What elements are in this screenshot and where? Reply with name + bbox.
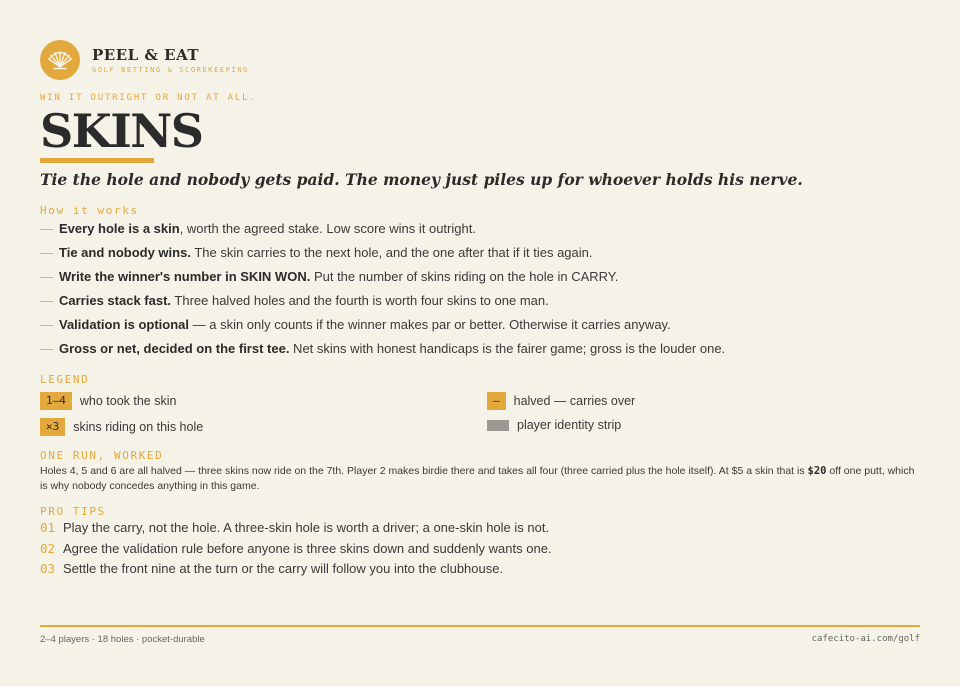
list-item	[40, 245, 920, 269]
dash-bullet: —	[40, 293, 53, 308]
legend-item-halved	[487, 392, 635, 410]
dash-bullet: —	[40, 245, 53, 260]
list-item	[40, 293, 920, 317]
worked-amount: $20	[807, 465, 827, 477]
rule-lead: Every hole is a skin	[59, 221, 180, 236]
dash-bullet: —	[40, 341, 53, 356]
list-item	[40, 561, 552, 582]
kicker: WIN IT OUTRIGHT OR NOT AT ALL.	[40, 93, 257, 103]
legend-heading: LEGEND	[40, 373, 90, 386]
fan-shell-icon	[40, 40, 80, 80]
tip-number: 03	[40, 561, 56, 576]
rule-lead: Gross or net, decided on the first tee.	[59, 341, 290, 356]
footer-meta: 2–4 players · 18 holes · pocket-durable	[40, 634, 205, 645]
rule-lead: Validation is optional	[59, 317, 190, 332]
rule-text: The skin carries to the next hole, and the one after that if it ties again.	[190, 245, 593, 260]
legend-text: who took the skin	[79, 394, 177, 408]
legend-text: skins riding on this hole	[73, 420, 204, 434]
halved-chip: —	[487, 392, 506, 410]
tip-text: Play the carry, not the hole. A three-skin hole is worth a driver; a one-skin hole is not.	[63, 520, 550, 535]
how-it-works-heading: How it works	[40, 204, 139, 217]
winner-chip: 1–4	[40, 392, 72, 410]
rule-lead: Carries stack fast.	[59, 293, 172, 308]
tips-list	[40, 520, 552, 582]
rule-text: Net skins with honest handicaps is the fairer game; gross is the louder one.	[289, 341, 726, 356]
dash-bullet: —	[40, 221, 53, 236]
brand-tagline: GOLF BETTING & SCOREKEEPING	[92, 66, 249, 74]
brand-header	[40, 40, 249, 80]
dash-bullet: —	[40, 269, 53, 284]
legend	[40, 392, 920, 440]
worked-text: off one putt, which is why nobody concedes anything in this game.	[40, 465, 915, 492]
player-strip-swatch	[487, 420, 509, 431]
rule-text: Put the number of skins riding on the hole in CARRY.	[310, 269, 619, 284]
rules-list	[40, 221, 920, 365]
worked-text: Holes 4, 5 and 6 are all halved — three skins now ride on the 7th. Player 2 makes birdie there and takes all four (three carried plus the hole itself). At $5 a skin that is	[40, 465, 808, 477]
dash-bullet: —	[40, 317, 53, 332]
list-item	[40, 269, 920, 293]
legend-item-winner	[40, 392, 176, 410]
list-item	[40, 541, 552, 562]
rules-card	[40, 0, 920, 686]
pro-tips-heading: PRO TIPS	[40, 505, 106, 518]
rule-text: — a skin only counts if the winner makes par or better. Otherwise it carries anyway.	[189, 317, 671, 332]
rule-lead: Write the winner's number in SKIN WON.	[59, 269, 311, 284]
footer-link[interactable]: cafecito-ai.com/golf	[811, 634, 920, 644]
worked-example-heading: ONE RUN, WORKED	[40, 449, 164, 462]
tip-text: Settle the front nine at the turn or the carry will follow you into the clubhouse.	[63, 561, 504, 576]
legend-item-player-strip	[487, 418, 621, 432]
rule-text: Three halved holes and the fourth is worth four skins to one man.	[171, 293, 549, 308]
list-item	[40, 341, 920, 365]
rule-lead: Tie and nobody wins.	[59, 245, 191, 260]
tip-number: 01	[40, 520, 56, 535]
legend-text: halved — carries over	[513, 394, 636, 408]
carry-chip: ×3	[40, 418, 65, 436]
list-item	[40, 317, 920, 341]
page-subtitle: Tie the hole and nobody gets paid. The money just piles up for whoever holds his nerve.	[40, 170, 803, 189]
footer-divider	[40, 625, 920, 627]
tip-text: Agree the validation rule before anyone is three skins down and suddenly wants one.	[63, 540, 552, 556]
tip-number: 02	[40, 540, 56, 556]
list-item	[40, 221, 920, 245]
brand-name: PEEL & EAT	[92, 46, 200, 64]
title-underline	[40, 158, 154, 163]
list-item	[40, 520, 552, 541]
rule-text: , worth the agreed stake. Low score wins it outright.	[179, 221, 476, 236]
page-title: SKINS	[40, 104, 203, 158]
legend-item-carry	[40, 418, 203, 436]
worked-example	[40, 464, 920, 494]
legend-text: player identity strip	[517, 418, 622, 432]
